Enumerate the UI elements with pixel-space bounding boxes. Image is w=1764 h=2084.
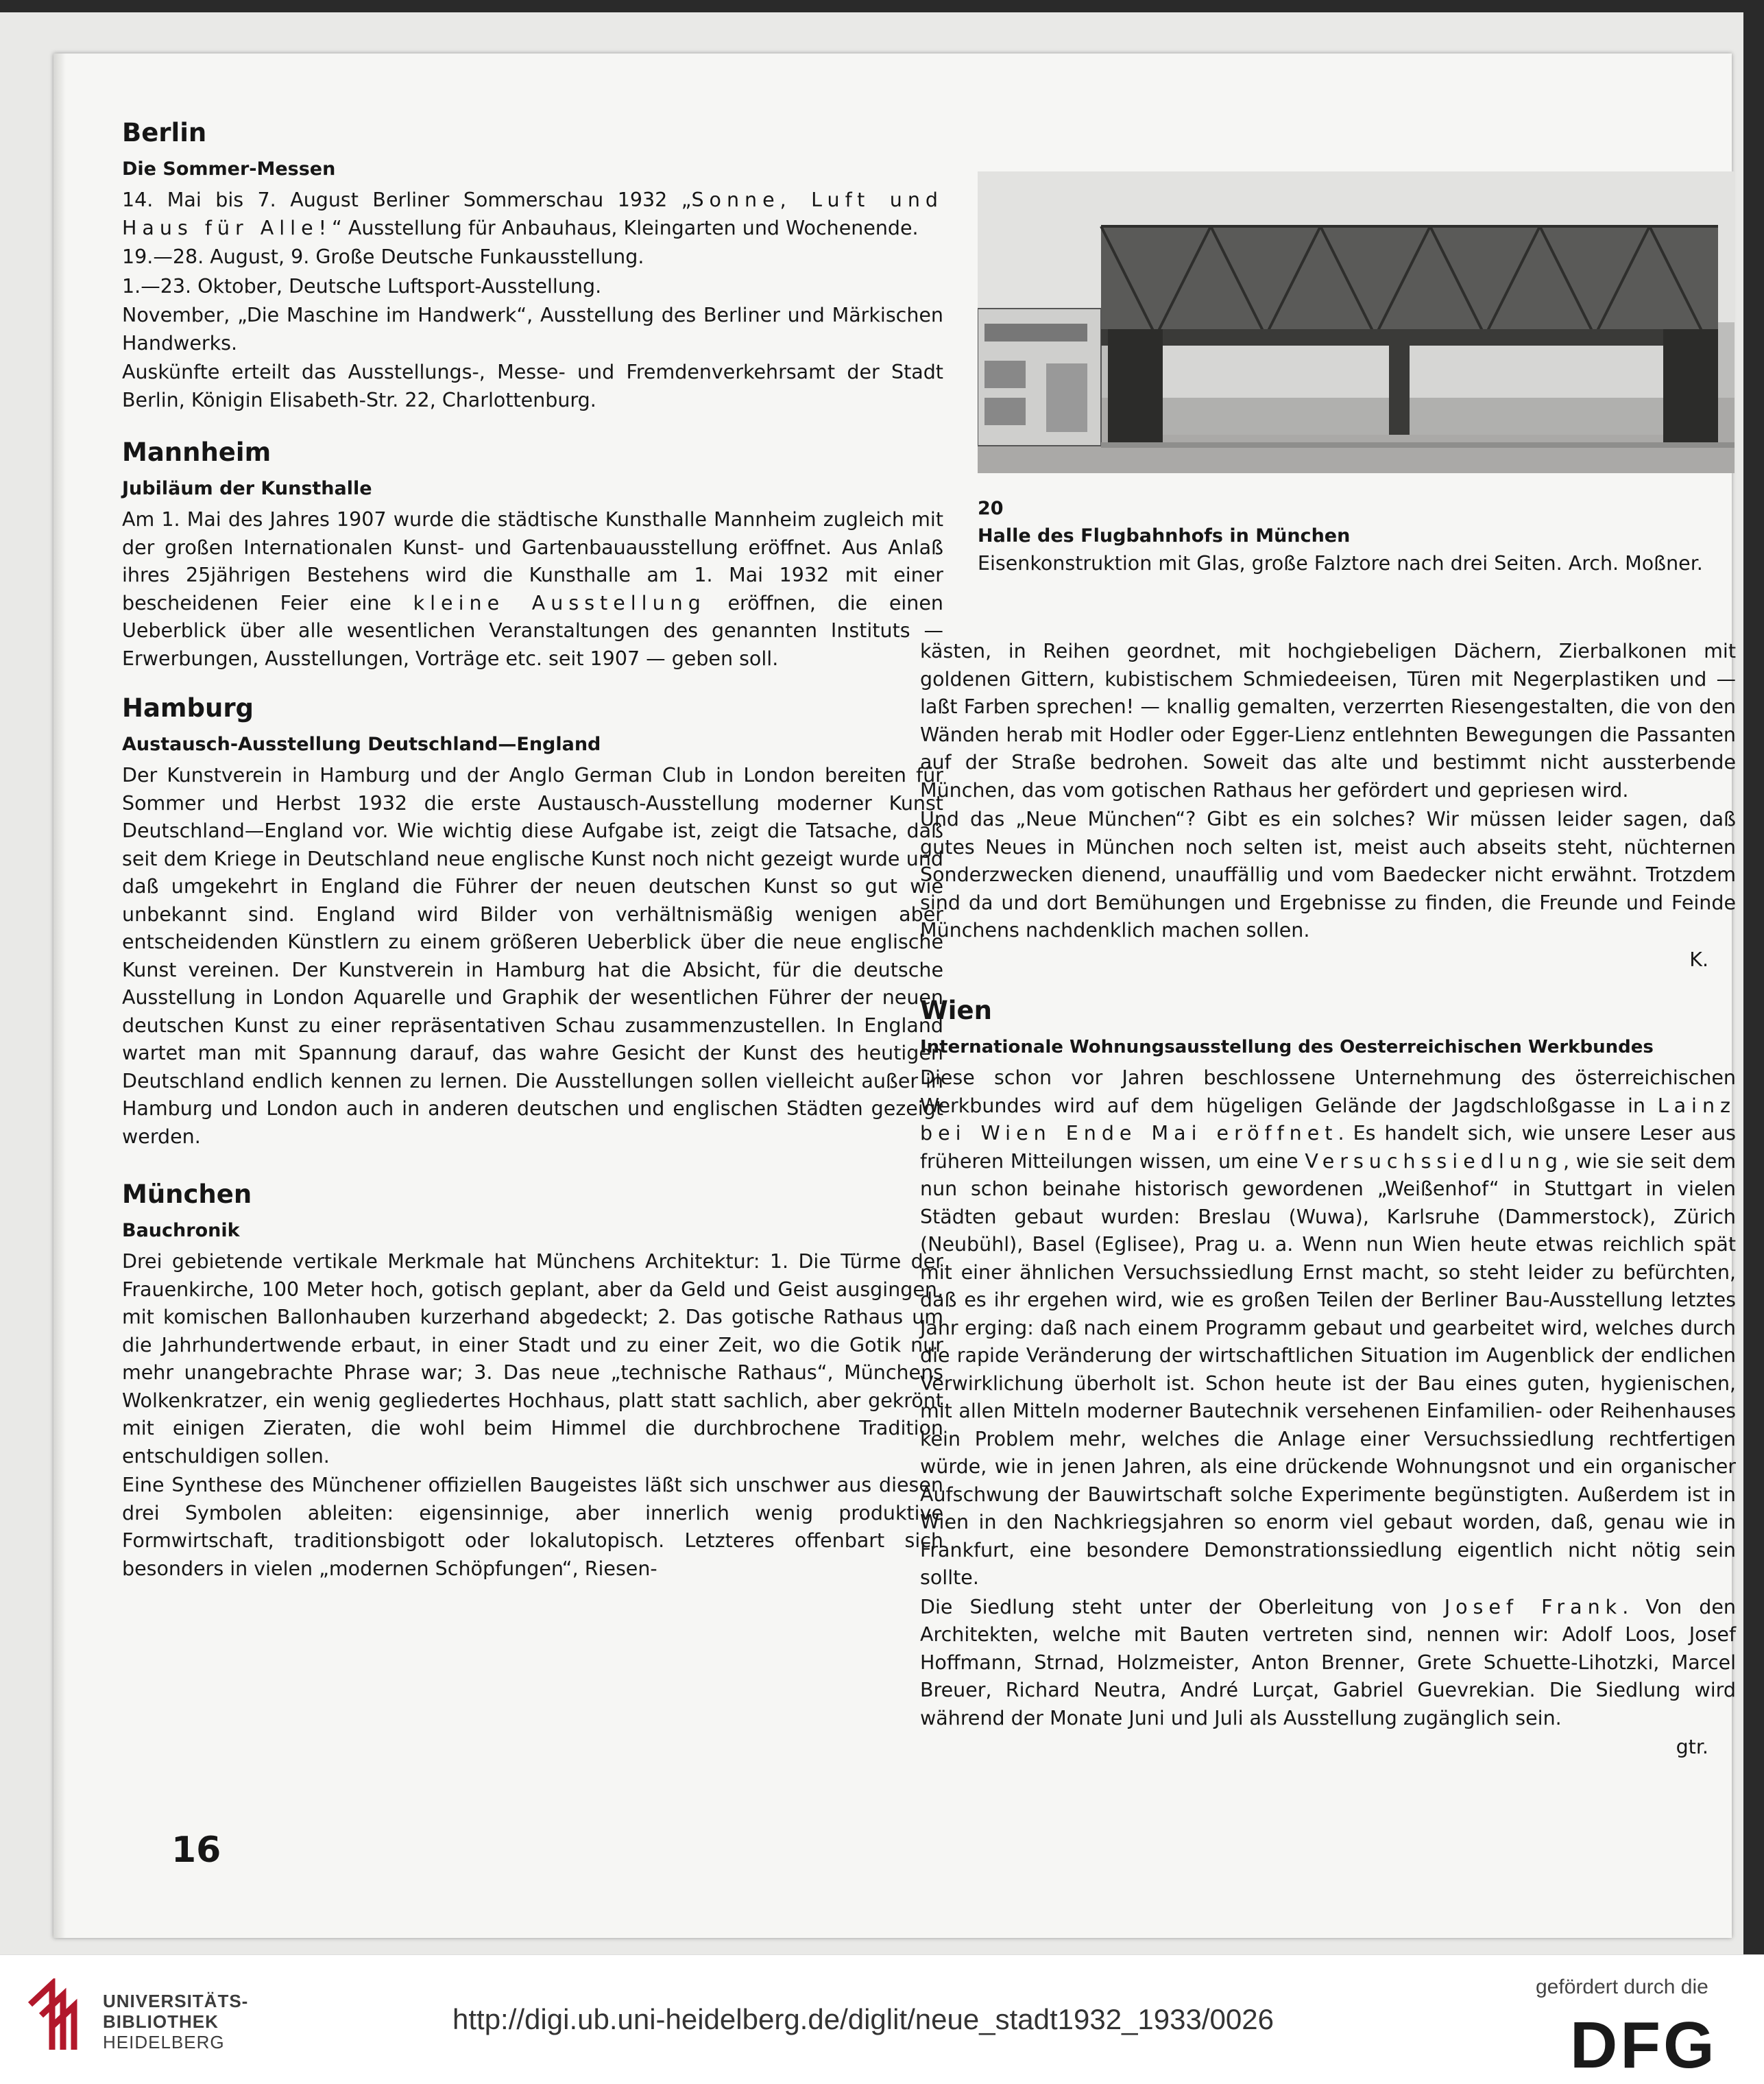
figure-caption [978,495,1739,577]
paragraph-berlin-5: Auskünfte erteilt das Ausstellungs-, Messe- und Fremdenverkehrsamt der Stadt Berlin, Königin Elisabeth-Str. 22, Charlottenburg. [122,361,943,411]
paragraph-berlin-1 [122,187,943,242]
paragraph-hamburg-1: Der Kunstverein in Hamburg und der Anglo German Club in London bereiten für Sommer und Herbst 1932 die erste Austausch-Ausstellung moderner Kunst Deutschland—England vor. Wie wichtig diese Aufgabe ist, zeigt die Tatsache, daß seit dem Kriege in Deutschland neue englische Kunst noch nicht gezeigt wurde und daß umgekehrt in England die Führer der neuen deutschen Kunst so gut wie unbekannt sind. England wird Bilder von verhältnismäßig wenigen aber entscheidenden Künstlern zu einem größeren Ueberblick über die neue englische Kunst vereinen. Der Kunstverein in Hamburg hat die Absicht, für die deutsche Ausstellung in London Aquarelle und Graphik der wesentlichen Führer der neuen deutschen Kunst zu einer repräsentativen Schau zusammenzustellen. In England wartet man mit Spannung darauf, das wahre Gesicht der Kunst des heutigen Deutschland endlich kennen zu lernen. Die Ausstellungen sollen vielleicht außer in Hamburg und London auch in anderen deutschen und englischen Städten gezeigt werden. [122,764,943,1148]
library-name [103,1991,248,2052]
text-run: Die Siedlung steht unter der Oberleitung von [920,1595,1445,1618]
spaced-text: Versuchssiedlung [1305,1149,1563,1173]
dfg-logo: DFG [1570,2009,1717,2082]
paragraph-berlin-4: November, „Die Maschine im Handwerk“, Ausstellung des Berliner und Märkischen Handwerks. [122,304,943,355]
university-logo-icon [25,1978,90,2055]
photo-airport-hangar [978,171,1735,473]
text-run: Am 1. Mai des Jahres 1907 wurde die städtische Kunsthalle Mannheim zugleich mit der großen Internationalen Kunst- und Gartenbauausstellung eröffnet. Aus Anlaß ihres 25jährigen Bestehens wird die Kunsthalle am 1. Mai 1932 mit einer bescheidenen Feier eine [122,508,943,614]
spaced-text: kleine Ausstellung [413,591,706,614]
paragraph-muenchen-2: Eine Synthese des Münchener offiziellen Baugeistes läßt sich unschwer aus diesen drei Symbolen ableiten: eigensinnige, aber innerlich wenig produktive Formwirtschaft, traditionsbigott oder lokalutopisch. Letzteres offenbart sich besonders in vielen „modernen Schöpfungen“, Riesen- [122,1474,943,1580]
paragraph-wien-2 [920,1594,1736,1733]
section-title-mannheim: Mannheim [122,438,271,467]
section-title-wien: Wien [920,996,992,1025]
figure-number: 20 [978,498,1004,519]
spaced-text: Josef Frank [1444,1595,1623,1618]
subtitle-mannheim: Jubiläum der Kunsthalle [122,478,372,499]
paragraph-mannheim-1 [122,506,943,673]
section-title-muenchen: München [122,1179,252,1209]
text-run: eröffnen, die einen Ueberblick über alle wesentlichen Veranstaltungen des genannten Instituts — Erwerbungen, Ausstellungen, Vorträge etc. seit 1907 — geben soll. [122,591,943,670]
paragraph-berlin-2: 19.—28. August, 9. Große Deutsche Funkausstellung. [122,245,644,268]
left-column [122,117,943,1584]
paragraph-muenchen-1: Drei gebietende vertikale Merkmale hat Münchens Architektur: 1. Die Türme der Frauenkirche, 100 Meter hoch, gotisch geplant, aber da Geld und Geist ausgingen, mit komischen Ballonhauben kurzerhand abgedeckt; 2. Das gotische Rathaus um die Jahrhundertwende erbaut, in einer Stadt und zu einer Zeit, wo die Gotik nur mehr unangebrachte Phrase war; 3. Das neue „technische Rathaus“, Münchens Wolkenkratzer, ein wenig gegliedertes Hochhaus, platt statt sachlich, aber gekrönt mit einigen Zieraten, die wohl beim Himmel die durchbrochene Tradition entschuldigen sollen. [122,1250,943,1468]
hangar-illustration [978,171,1735,473]
signature-muenchen: K. [1689,948,1708,971]
paragraph-wien-1 [920,1064,1736,1592]
text-run: , wie sie seit dem nun schon beinahe historisch gewordenen „Weißenhof“ in Stuttgart in vielen Städten gebaut wurden: Breslau (Wuwa), Karlsruhe (Dammerstock), Zürich (Neubühl), Basel (Eglisee), Prag u. a. Wenn nun Wien heute etwas reichlich spät mit einer ähnlichen Versuchssiedlung Ernst macht, so steht leider zu befürchten, daß es ihr ergehen wird, wie es großen Teilen der Berliner Bau-Ausstellung letztes Jahr erging: daß nach einem Programm gebaut und gearbeitet wird, welches durch die rapide Veränderung der wirtschaftlichen Situation im Augenblick der endlichen Verwirklichung überholt ist. Schon heute ist der Bau eines guten, hygienischen, mit allen Mitteln moderner Bautechnik versehenen Einfamilien- oder Reihenhauses kein Problem mehr, welches die Anlage einer Versuchssiedlung rechtfertigen würde, wie in jenen Jahren, als eine drückende Wohnungsnot und ein organischer Aufschwung der Bauwirtschaft solche Experimente begünstigten. Außerdem ist in Wien in den Nachkriegsjahren so enorm viel gebaut worden, daß, genau wie in Frankfurt, eine besondere Demonstrationssiedlung eigentlich nicht nötig sein sollte. [920,1149,1736,1589]
section-title-hamburg: Hamburg [122,693,254,723]
funding-label: gefördert durch die [1536,1976,1708,1998]
text-run: 14. Mai bis 7. August Berliner Sommerschau 1932 „ [122,189,692,211]
text-run: . Von den Architekten, welche mit Bauten vertreten sind, nennen wir: Adolf Loos, Josef Hoffmann, Strnad, Holzmeister, Anton Brenner, Grete Schuette-Lihotzki, Marcel Breuer, Richard Neutra, André Lurçat, Gabriel Guevrekian. Die Siedlung wird während der Monate Juni und Juli als Ausstellung zugänglich sein. [920,1595,1736,1729]
subtitle-berlin: Die Sommer-Messen [122,158,336,180]
paragraph-muenchen-cont-1: kästen, in Reihen geordnet, mit hochgiebeligen Dächern, Zierbalkonen mit goldenen Gittern, kubistischem Schmiedeeisen, Türen mit Negerplastiken und — laßt Farben sprechen! — knallig gemalten, verzerrten Riesengestalten, die von den Wänden herab mit Hodler oder Egger-Lienz entlehnten Bewegungen die Passanten auf der Straße bedrohen. Soweit das alte und bestimmt nicht aussterbende München, das vom gotischen Rathaus her gefördert und gepriesen wird. [920,640,1736,802]
library-line-3: HEIDELBERG [103,2032,225,2052]
subtitle-hamburg: Austausch-Ausstellung Deutschland—England [122,734,601,755]
spaced-text: Sonne, Luft und Haus für Alle! [122,189,944,239]
right-column-wien [920,994,1736,1762]
page-number: 16 [171,1830,221,1871]
paragraph-berlin-3: 1.—23. Oktober, Deutsche Luftsport-Ausstellung. [122,274,602,298]
text-run: . Es handelt sich, wie unsere Leser aus früheren Mitteilungen wissen, um eine [920,1122,1736,1173]
footer-bar [0,1954,1764,2084]
text-run: Diese schon vor Jahren beschlossene Unternehmung des österreichischen Werkbundes wird auf dem hügeligen Gelände der Jagdschloßgasse in [920,1066,1736,1117]
section-title-berlin: Berlin [122,118,207,147]
permalink-url[interactable]: http://digi.ub.uni-heidelberg.de/diglit/neue_stadt1932_1933/0026 [452,2003,1274,2035]
subtitle-muenchen: Bauchronik [122,1220,240,1241]
library-line-1: UNIVERSITÄTS- [103,1991,249,2011]
right-column-continuation [920,638,1736,974]
subtitle-wien: Internationale Wohnungsausstellung des Oesterreichischen Werkbundes [920,1037,1654,1057]
signature-wien: gtr. [1676,1736,1708,1758]
figure-title: Halle des Flugbahnhofs in München [978,525,1351,547]
library-line-2: BIBLIOTHEK [103,2011,219,2032]
text-run: “ Ausstellung für Anbauhaus, Kleingarten und Wochenende. [332,216,919,239]
page-gutter-shadow [53,53,66,1938]
paragraph-muenchen-cont-2: Und das „Neue München“? Gibt es ein solches? Wir müssen leider sagen, daß gutes Neues in München noch selten ist, meist auch abseits steht, nüchternen Sonderzwecken dienend, unauffällig und vom Baedecker nicht erwähnt. Trotzdem sind da und dort Bemühungen und Ergebnisse zu finden, die Freunde und Feinde Münchens nachdenklich machen sollen. [920,808,1736,942]
figure-description: Eisenkonstruktion mit Glas, große Falztore nach drei Seiten. Arch. Moßner. [978,552,1703,575]
spaced-text: Lainz bei Wien Ende Mai eröffnet [920,1094,1736,1145]
